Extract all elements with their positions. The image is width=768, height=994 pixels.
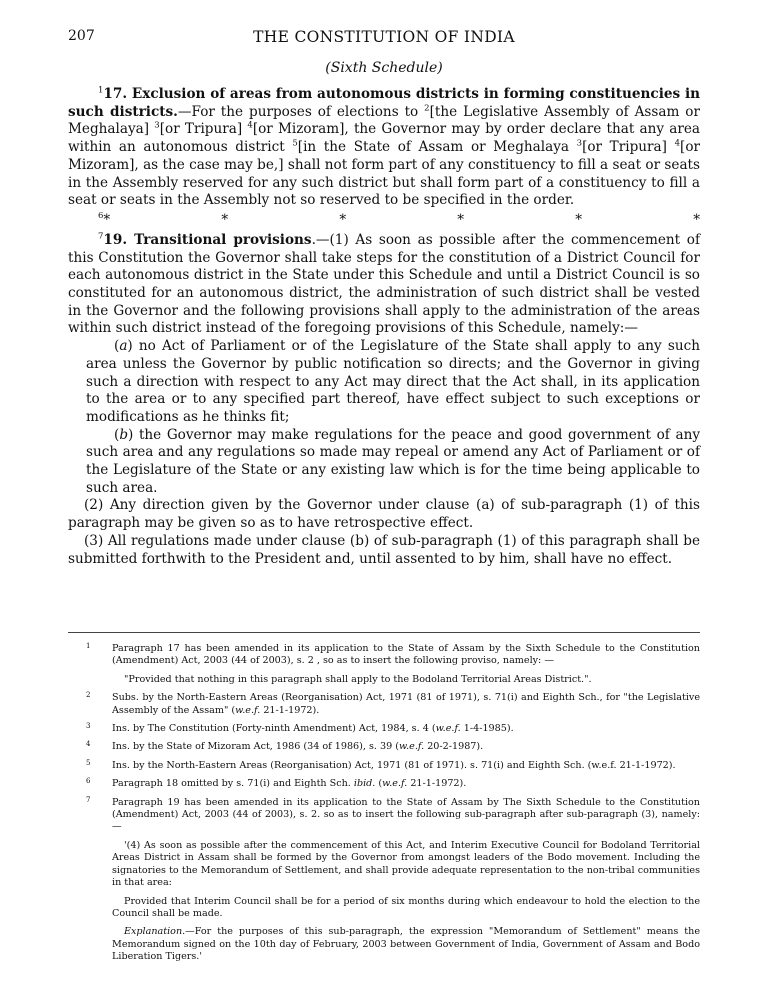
page-title: THE CONSTITUTION OF INDIA — [253, 28, 515, 46]
footnote-divider — [68, 632, 700, 633]
footnote-text: ( — [375, 778, 383, 790]
footnote-7-sub-paragraph-4: '(4) As soon as possible after the commencement of this Act, and Interim Executive Council for Bodoland Territorial Areas District in Assam shall be formed by the Governor from amongst leaders of the Bodo movement. Including the signatories to the Memorandum of Settlement, and shall provide adequate representation to the non-tribal communities in that area: — [112, 839, 700, 889]
footnote-text: 21-1-1972). — [260, 704, 320, 716]
text-run: [or Mizoram], the Governor may by order declare that any area within an autonomous district — [68, 121, 701, 156]
sub-paragraph-2: (2) Any direction given by the Governor under clause (a) of sub-paragraph (1) of this paragraph may be given so as to have retrospective effect. — [68, 497, 700, 532]
paragraph-19 — [68, 232, 700, 338]
footnote-text: w.e.f. — [382, 778, 408, 790]
clause-text: no Act of Parliament or of the Legislature of the State shall apply to any such area unless the Governor by public notification so directs; and the Governor in giving such a direction with respect to any Act may direct that the Act shall, in its application to the area or to any specified part thereof, have effect subject to such exceptions or modifications as he thinks fit; — [86, 338, 700, 425]
paragraph-17-heading: 17. Exclusion of areas from autonomous districts in forming constituencies in such districts. — [68, 86, 700, 120]
explanation-label: Explanation. — [124, 926, 186, 938]
footnote-mark: 2 — [86, 691, 91, 700]
footnotes — [86, 643, 700, 970]
clause-a: (a) no Act of Parliament or of the Legislature of the State shall apply to any such area unless the Governor by public notification so directs; and the Governor in giving such a direction with respect to any Act may direct that the Act shall, in its application to the area or to any specified part thereof, have effect subject to such exceptions or modifications as he thinks fit; — [86, 338, 700, 425]
footnote-text: Ins. by the State of Mizoram Act, 1986 (34 of 1986), s. 39 ( — [112, 741, 400, 753]
footnote-text: w.e.f. — [435, 723, 461, 735]
star: * — [221, 211, 229, 228]
footnote-ref: 7 — [98, 231, 104, 242]
footnote-ref: 1 — [98, 85, 104, 96]
footnote-3 — [86, 723, 700, 735]
star: * — [575, 211, 583, 228]
footnote-text: Subs. by the North-Eastern Areas (Reorganisation) Act, 1971 (81 of 1971), s. 71(i) and Eighth Sch., for "the Legislative Assembly of the Assam" ( — [112, 692, 700, 716]
footnote-text: Paragraph 17 has been amended in its application to the State of Assam by the Sixth Schedule to the Constitution (Amendment) Act, 2003 (44 of 2003), s. 2 , so as to insert the following proviso, namely: — — [112, 643, 700, 667]
running-header — [68, 28, 700, 48]
clause-text: the Governor may make regulations for the peace and good government of any such area and any regulations so made may repeal or amend any Act of Parliament or of the Legislature of the State or any existing law which is for the time being applicable to such area. — [86, 426, 700, 496]
footnote-mark: 3 — [86, 722, 91, 731]
footnote-mark: 5 — [86, 758, 91, 767]
footnote-ref: 3 — [154, 120, 160, 131]
explanation-text: —For the purposes of this sub-paragraph, the expression "Memorandum of Settlement" means the Memorandum signed on the 10th day of February, 2003 between Government of India, Government of Assam and Bodo Liberation Tigers.' — [112, 926, 700, 963]
paragraph-17 — [68, 86, 700, 210]
main-text — [68, 86, 700, 568]
footnote-1-proviso: "Provided that nothing in this paragraph shall apply to the Bodoland Territorial Areas District.". — [124, 673, 592, 685]
page-subtitle: (Sixth Schedule) — [325, 60, 443, 76]
footnote-text: w.e.f. — [235, 704, 261, 716]
sub-paragraph-3: (3) All regulations made under clause (b) of sub-paragraph (1) of this paragraph shall be submitted forthwith to the President and, until assented to by him, shall have no effect. — [68, 532, 700, 567]
clause-label: b — [119, 426, 129, 443]
omission-star-1: 6* — [98, 211, 111, 228]
footnote-ref: 2 — [424, 103, 430, 114]
footnote-7 — [86, 797, 700, 834]
clause-label: a — [119, 338, 128, 355]
footnote-text: 21-1-1972). — [407, 778, 467, 790]
text-run: [or Tripura] — [159, 121, 248, 138]
footnote-ref: 5 — [292, 138, 298, 149]
footnote-text: Ins. by The Constitution (Forty-ninth Amendment) Act, 1984, s. 4 ( — [112, 723, 436, 735]
paragraph-19-heading: 19. Transitional provisions — [103, 231, 312, 248]
footnote-2 — [86, 692, 700, 717]
footnote-text: 20-2-1987). — [424, 741, 484, 753]
footnote-5 — [86, 760, 700, 772]
footnote-ref: 4 — [674, 138, 681, 149]
footnote-7-proviso: Provided that Interim Council shall be for a period of six months during which endeavour to hold the election to the Council shall be made. — [112, 895, 700, 919]
clause-b: (b) the Governor may make regulations for the peace and good government of any such area and any regulations so made may repeal or amend any Act of Parliament or of the Legislature of the State or any existing law which is for the time being applicable to such area. — [86, 426, 700, 496]
footnote-mark: 7 — [86, 795, 91, 804]
footnote-mark: 4 — [86, 740, 91, 749]
footnote-ref: 4 — [247, 120, 253, 131]
text-run: —For the purposes of elections to — [177, 103, 425, 120]
star: * — [339, 211, 347, 228]
footnote-text: Paragraph 18 omitted by s. 71(i) and Eighth Sch. — [112, 778, 354, 790]
star: * — [693, 211, 700, 228]
footnote-4 — [86, 741, 700, 753]
text-run: [or Mizoram], as the case may be,] shall not form part of any constituency to fill a seat or seats in the Assembly reserved for any such district but shall form part of a constituency to fill a seat or seats in the Assembly not so reserved to be specified in the order. — [68, 139, 701, 209]
paragraph-19-text: .—(1) As soon as possible after the commencement of this Constitution the Governor shall take steps for the constitution of a District Council for each autonomous district in the State under this Schedule and until a District Council is so constituted for an autonomous district, the administration of such district shall be vested in the Governor and the following provisions shall apply to the administration of the areas within such district instead of the foregoing provisions of this Schedule, namely:— — [68, 231, 700, 337]
omission-stars — [98, 212, 700, 230]
footnote-text: Paragraph 19 has been amended in its application to the State of Assam by The Sixth Schedule to the Constitution (Amendment) Act, 2003 (44 of 2003), s. 2. so as to insert the following sub-paragraph after sub-paragraph (3), namely:— — [112, 796, 700, 833]
footnote-mark: 1 — [86, 642, 91, 650]
footnote-ref: 3 — [576, 138, 583, 149]
footnote-text: Ins. by the North-Eastern Areas (Reorganisation) Act, 1971 (81 of 1971). s. 71(i) and Eighth Sch. (w.e.f. 21-1-1972). — [112, 759, 676, 771]
footnote-7-explanation — [86, 926, 700, 963]
text-run: [in the State of Assam or Meghalaya — [297, 139, 577, 156]
text-run: [the Legislative Assembly of Assam or Meghalaya] — [68, 103, 700, 138]
star: * — [103, 211, 111, 228]
footnote-text: w.e.f. — [399, 741, 425, 753]
footnote-text: ibid. — [353, 778, 376, 790]
footnote-text: 1-4-1985). — [460, 723, 514, 735]
text-run: [or Tripura] — [582, 139, 675, 156]
page-number: 207 — [68, 28, 95, 44]
star: * — [457, 211, 465, 228]
footnote-mark: 6 — [86, 777, 91, 786]
footnote-1 — [86, 643, 700, 668]
footnote-6 — [86, 778, 700, 790]
